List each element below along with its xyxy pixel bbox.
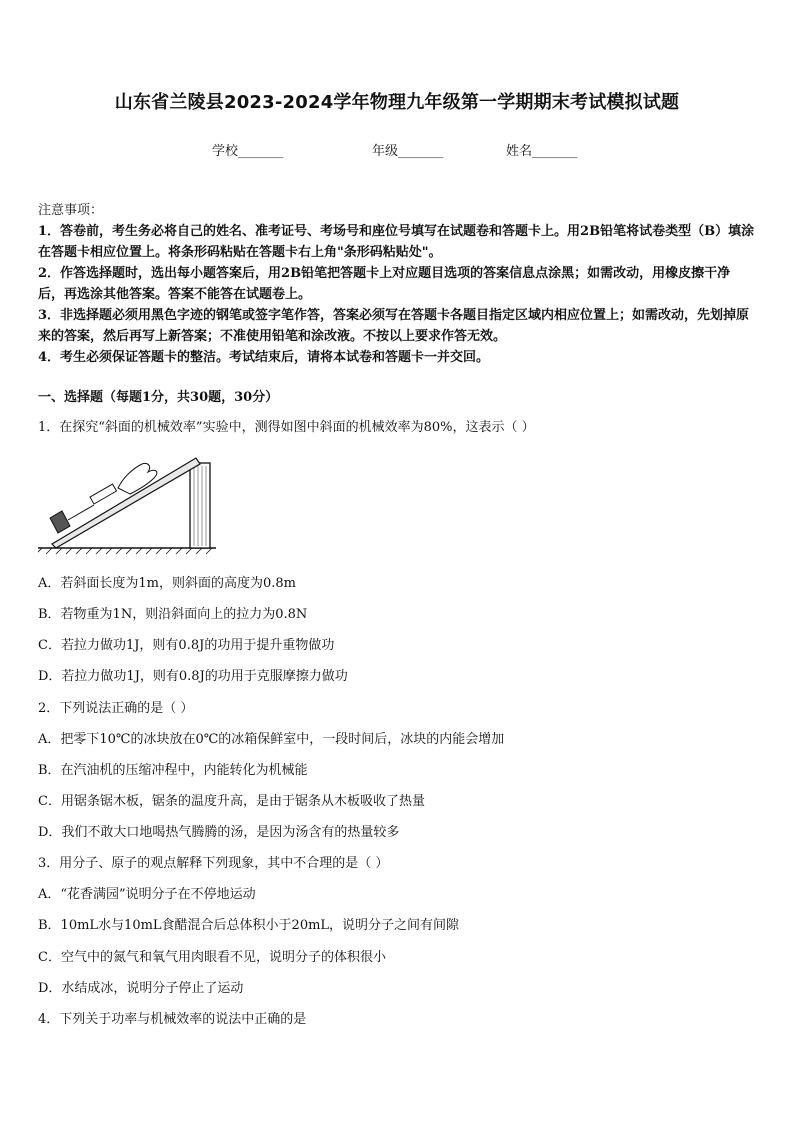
block: [50, 511, 70, 533]
notes-heading: 注意事项：: [38, 203, 104, 218]
question-1-stem: 1．在探究“斜面的机械效率”实验中，测得如图中斜面的机械效率为80%，这表示（ ）: [38, 420, 535, 435]
note-item-3: 3．非选择题必须用黑色字迹的钢笔或签字笔作答，答案必须写在答题卡各题目指定区域内相应位置上；如需改动，先划掉原来的答案，然后再写上新答案；不准使用铅笔和涂改液。不按以上要求作答无效。: [38, 308, 750, 344]
name-field: 姓名_______: [506, 144, 578, 159]
incline-figure: [38, 448, 218, 558]
pull-string: [68, 505, 94, 520]
question-1-option-a: A．若斜面长度为1m，则斜面的高度为0.8m: [38, 576, 296, 591]
incline-board: [52, 458, 200, 548]
grade-field: 年级_______: [372, 144, 444, 159]
exam-notes: [38, 200, 756, 368]
note-item-2: 2．作答选择题时，选出每小题答案后，用2B铅笔把答题卡上对应题目选项的答案信息点涂黑；如需改动，用橡皮擦干净后，再选涂其他答案。答案不能答在试题卷上。: [38, 266, 731, 302]
student-info-row: [0, 140, 794, 160]
question-1-option-c: C．若拉力做功1J，则有0.8J的功用于提升重物做功: [38, 638, 335, 653]
support-post: [190, 463, 210, 548]
school-field: 学校_______: [212, 144, 284, 159]
question-2-option-d: D．我们不敢大口地喝热气腾腾的汤，是因为汤含有的热量较多: [38, 825, 400, 840]
question-2-option-b: B．在汽油机的压缩冲程中，内能转化为机械能: [38, 763, 308, 778]
ground-hatch: [38, 548, 212, 554]
question-1-option-b: B．若物重为1N，则沿斜面向上的拉力为0.8N: [38, 607, 308, 622]
spring-scale: [90, 484, 117, 504]
question-3-option-a: A．“花香满园”说明分子在不停地运动: [38, 887, 256, 902]
question-3-option-b: B．10mL水与10mL食醋混合后总体积小于20mL，说明分子之间有间隙: [38, 918, 460, 933]
question-2-option-a: A．把零下10℃的冰块放在0℃的冰箱保鲜室中，一段时间后，冰块的内能会增加: [38, 732, 505, 747]
section-heading: 一、选择题（每题1分，共30题，30分）: [38, 390, 279, 405]
question-1-option-d: D．若拉力做功1J，则有0.8J的功用于克服摩擦力做功: [38, 669, 348, 684]
question-3-stem: 3．用分子、原子的观点解释下列现象，其中不合理的是（ ）: [38, 856, 389, 871]
note-item-1: 1．答卷前，考生务必将自己的姓名、准考证号、考场号和座位号填写在试题卷和答题卡上。用2B铅笔将试卷类型（B）填涂在答题卡相应位置上。将条形码粘贴在答题卡右上角"条形码粘贴处"。: [38, 224, 755, 260]
question-4-stem: 4．下列关于功率与机械效率的说法中正确的是: [38, 1012, 307, 1027]
question-3-option-c: C．空气中的氮气和氧气用肉眼看不见，说明分子的体积很小: [38, 950, 386, 965]
note-item-4: 4．考生必须保证答题卡的整洁。考试结束后，请将本试卷和答题卡一并交回。: [38, 350, 490, 365]
question-3-option-d: D．水结成冰，说明分子停止了运动: [38, 981, 244, 996]
page-title: 山东省兰陵县2023-2024学年物理九年级第一学期期末考试模拟试题: [114, 92, 680, 113]
question-2-stem: 2．下列说法正确的是（ ）: [38, 701, 194, 716]
question-2-option-c: C．用锯条锯木板，锯条的温度升高，是由于锯条从木板吸收了热量: [38, 794, 425, 809]
